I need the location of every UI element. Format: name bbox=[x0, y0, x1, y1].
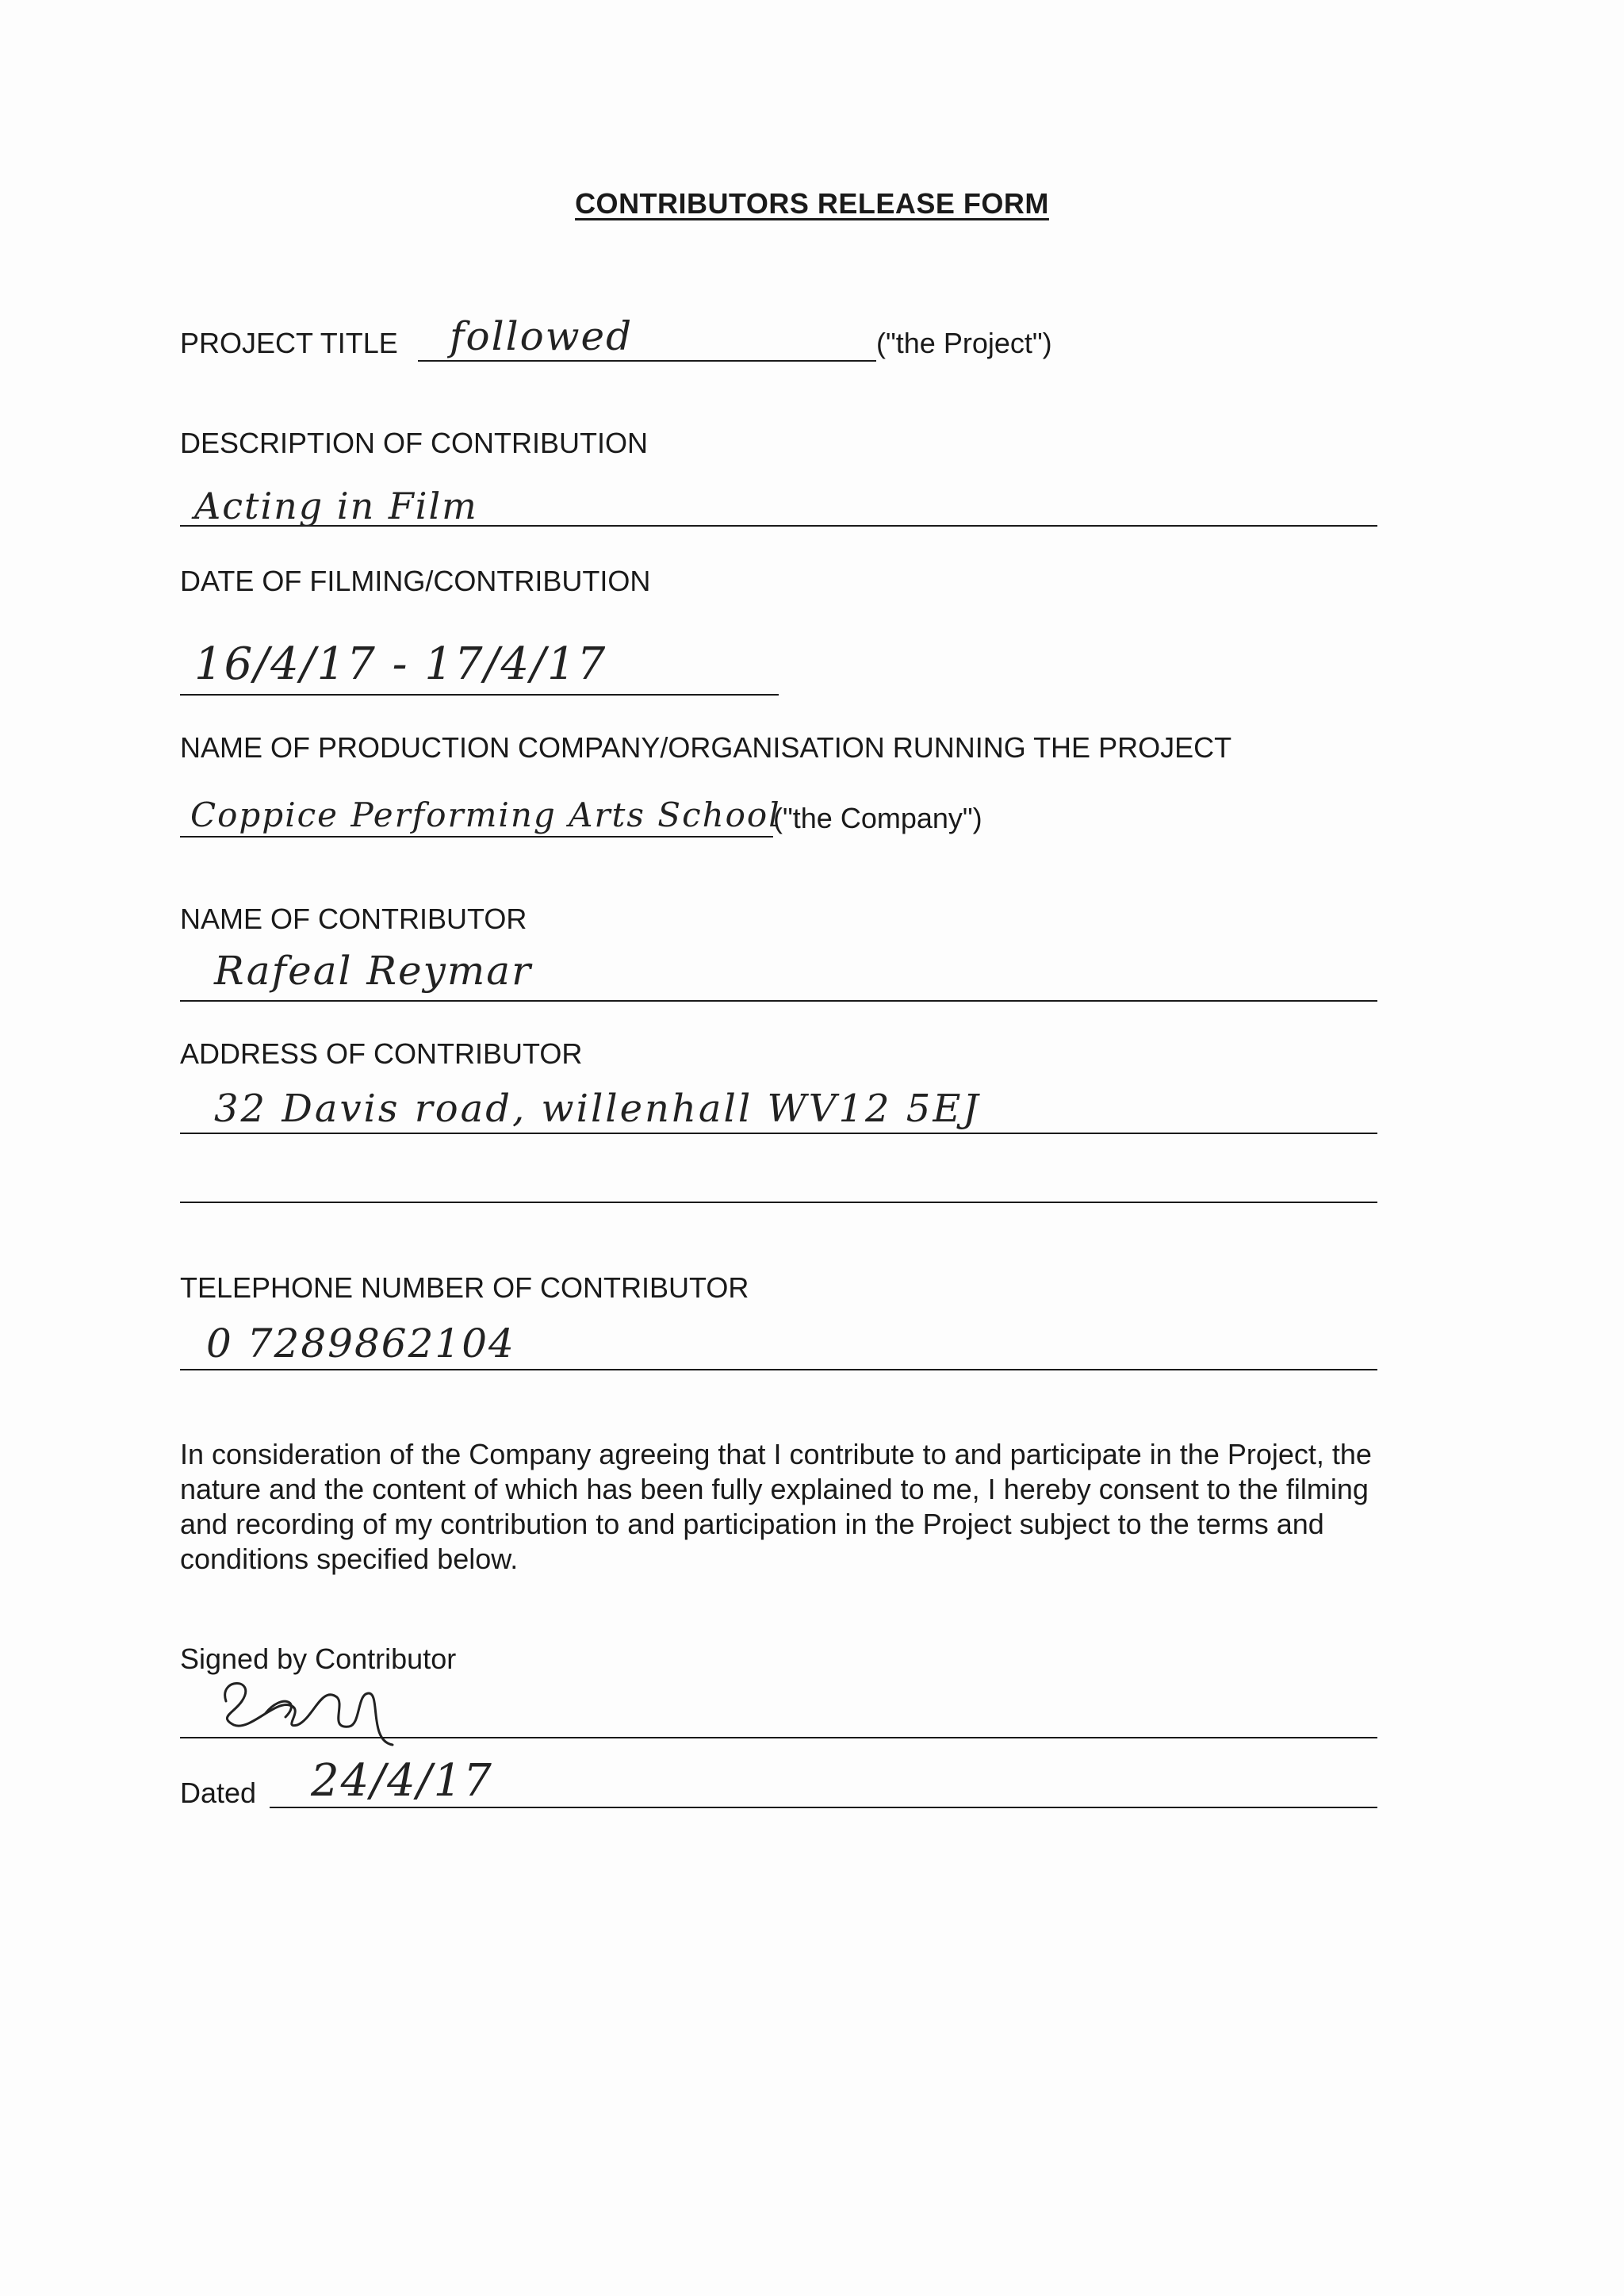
date-label: DATE OF FILMING/CONTRIBUTION bbox=[180, 565, 651, 597]
description-label: DESCRIPTION OF CONTRIBUTION bbox=[180, 427, 649, 459]
company-value: Coppice Performing Arts School bbox=[190, 795, 781, 834]
project-title-label: PROJECT TITLE bbox=[180, 327, 398, 359]
signed-label: Signed by Contributor bbox=[180, 1642, 457, 1675]
date-line bbox=[180, 694, 779, 696]
contributor-name-label: NAME OF CONTRIBUTOR bbox=[180, 903, 527, 935]
project-suffix: ("the Project") bbox=[876, 327, 1052, 359]
form-title: CONTRIBUTORS RELEASE FORM bbox=[575, 187, 1049, 220]
telephone-label: TELEPHONE NUMBER OF CONTRIBUTOR bbox=[180, 1271, 749, 1304]
dated-label: Dated bbox=[180, 1777, 257, 1809]
company-suffix: ("the Company") bbox=[773, 802, 982, 834]
project-title-line bbox=[418, 360, 876, 362]
contributor-name-line bbox=[180, 1000, 1377, 1002]
address-line-1 bbox=[180, 1133, 1377, 1134]
dated-line bbox=[270, 1807, 1377, 1808]
dated-value: 24/4/17 bbox=[311, 1755, 493, 1807]
description-value: Acting in Film bbox=[194, 485, 478, 527]
telephone-line bbox=[180, 1369, 1377, 1370]
address-value: 32 Davis road, willenhall WV12 5EJ bbox=[214, 1087, 981, 1131]
project-title-value: followed bbox=[450, 313, 634, 359]
company-line bbox=[180, 836, 773, 838]
contributor-name-value: Rafeal Reymar bbox=[214, 948, 532, 994]
date-value: 16/4/17 - 17/4/17 bbox=[194, 638, 607, 690]
telephone-value: 0 7289862104 bbox=[206, 1320, 515, 1366]
signature-line bbox=[180, 1737, 1377, 1738]
consent-paragraph: In consideration of the Company agreeing that I contribute to and participate in the Project, the nature and the content of which has been fully explained to me, I hereby consent to the filming and recording of my contribution to and participation in the Project subject to the terms and conditions specified below. bbox=[180, 1438, 1372, 1575]
address-label: ADDRESS OF CONTRIBUTOR bbox=[180, 1037, 583, 1070]
company-label: NAME OF PRODUCTION COMPANY/ORGANISATION RUNNING THE PROJECT bbox=[180, 731, 1232, 764]
address-line-2 bbox=[180, 1202, 1377, 1203]
